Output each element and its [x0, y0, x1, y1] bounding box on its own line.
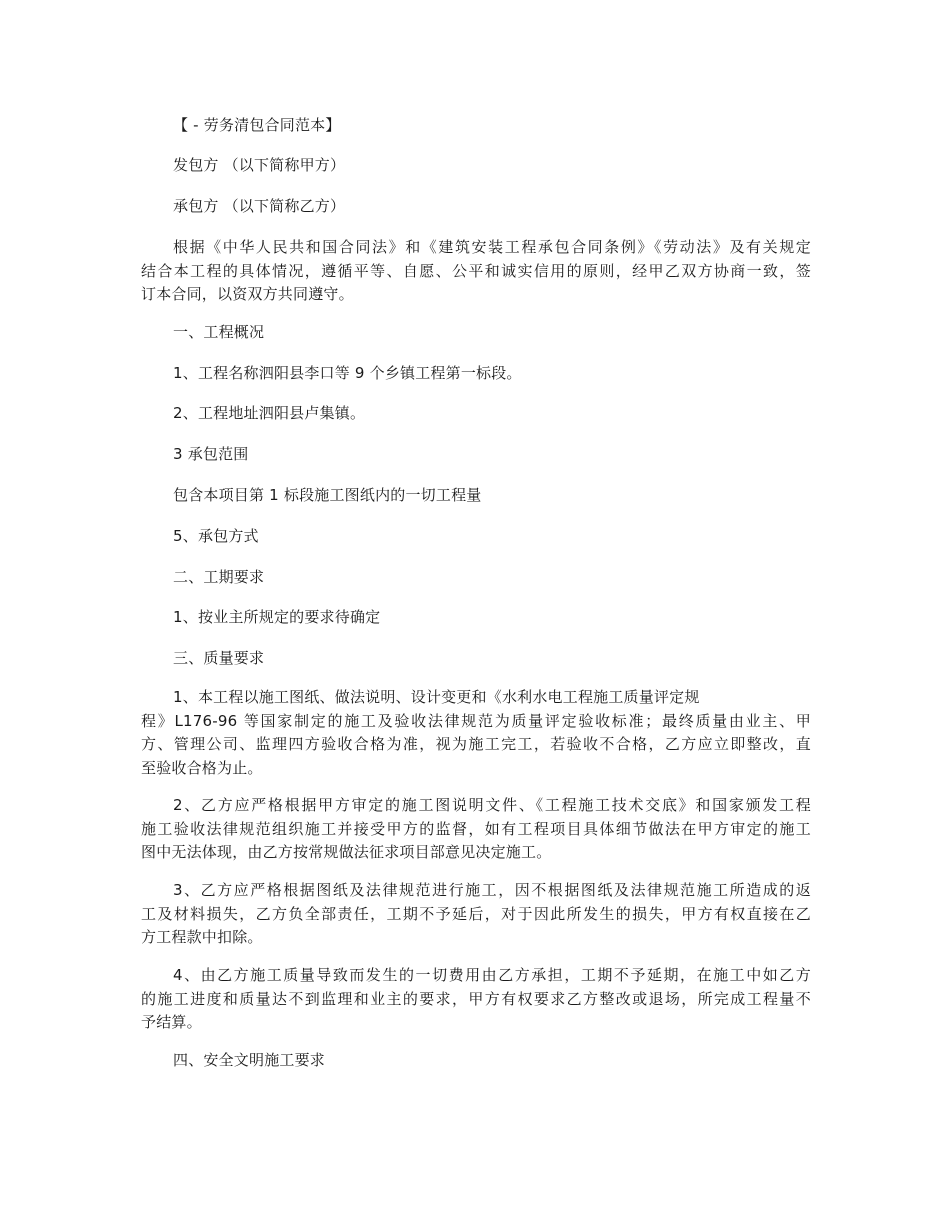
- party-b-line: 承包方 （以下简称乙方）: [173, 197, 346, 215]
- text-line: 结合本工程的具体情况，遵循平等、自愿、公平和诚实信用的原则，经甲乙双方协商一致，签: [141, 261, 811, 280]
- text-line: 订本合同，以资双方共同遵守。: [141, 285, 354, 303]
- text-line: 工及材料损失，乙方负全部责任，工期不予延后，对于因此所发生的损失，甲方有权直接在乙: [141, 904, 811, 923]
- section-heading-2: 二、工期要求: [173, 568, 265, 586]
- text-line: 方工程款中扣除。: [141, 928, 263, 946]
- text-line: 程》L176-96 等国家制定的施工及验收法律规范为质量评定验收标准；最终质量由业主、甲: [141, 711, 811, 730]
- text-line: 施工验收法律规范组织施工并接受甲方的监督，如有工程项目具体细节做法在甲方审定的施工: [141, 819, 811, 838]
- section-heading-3: 三、质量要求: [173, 649, 265, 667]
- text-line: 至验收合格为止。: [141, 758, 263, 777]
- s3-item-2-paragraph: [141, 794, 811, 865]
- document-title: 【 - 劳务清包合同范本】: [173, 116, 341, 134]
- s1-item-5: 5、承包方式: [173, 527, 259, 545]
- s1-item-1: 1、工程名称泗阳县李口等 9 个乡镇工程第一标段。: [173, 364, 522, 382]
- preamble-paragraph: [141, 236, 811, 307]
- s1-item-3-detail: 包含本项目第 1 标段施工图纸内的一切工程量: [173, 486, 482, 504]
- text-line: 根据《中华人民共和国合同法》和《建筑安装工程承包合同条例》《劳动法》及有关规定: [173, 238, 811, 256]
- text-line: 1、本工程以施工图纸、做法说明、设计变更和《水利水电工程施工质量评定规: [173, 688, 700, 706]
- s1-item-2: 2、工程地址泗阳县卢集镇。: [173, 404, 366, 422]
- s2-item-1: 1、按业主所规定的要求待确定: [173, 608, 381, 626]
- text-line: 予结算。: [141, 1013, 202, 1031]
- text-line: 3、乙方应严格根据图纸及法律规范进行施工，因不根据图纸及法律规范施工所造成的返: [173, 881, 811, 899]
- text-line: 方、管理公司、监理四方验收合格为准，视为施工完工，若验收不合格，乙方应立即整改，直: [141, 735, 811, 753]
- text-line: 2、乙方应严格根据甲方审定的施工图说明文件、《工程施工技术交底》和国家颁发工程: [173, 796, 811, 814]
- text-line: 的施工进度和质量达不到监理和业主的要求，甲方有权要求乙方整改或退场，所完成工程量不: [141, 989, 811, 1008]
- text-line: 4、由乙方施工质量导致而发生的一切费用由乙方承担，工期不予延期，在施工中如乙方: [173, 966, 811, 984]
- section-heading-4: 四、安全文明施工要求: [173, 1051, 326, 1069]
- party-a-line: 发包方 （以下简称甲方）: [173, 156, 346, 174]
- s3-item-1-paragraph: [141, 686, 811, 780]
- section-heading-1: 一、工程概况: [173, 323, 265, 341]
- text-line: 图中无法体现，由乙方按常规做法征求项目部意见决定施工。: [141, 843, 552, 861]
- s3-item-4-paragraph: [141, 964, 811, 1035]
- s1-item-3: 3 承包范围: [173, 445, 249, 463]
- s3-item-3-paragraph: [141, 879, 811, 950]
